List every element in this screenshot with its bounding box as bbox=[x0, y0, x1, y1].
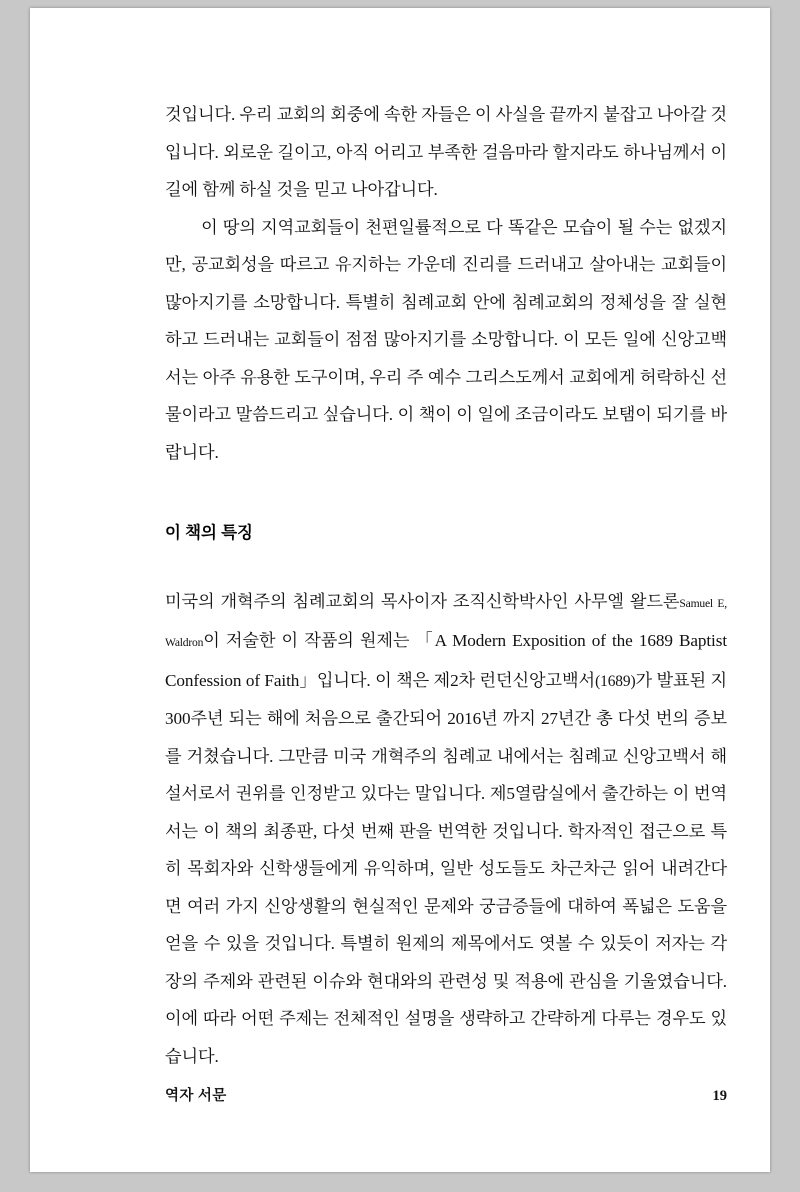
publication-year: (1689) bbox=[595, 672, 636, 690]
page-number: 19 bbox=[712, 1088, 727, 1104]
section-heading: 이 책의 특징 bbox=[165, 523, 253, 542]
para3-segment-c: 가 발표된 지 300주년 되는 해에 처음으로 출간되어 2016년 까지 27년간 총 다섯 번의 증보를 거쳤습니다. 그만큼 미국 개혁주의 침례교 내에서는 침례교 신앙고백서 해설서로서 권위를 인정받고 있다는 말입니다. 제5열람실에서 출간하는 이 번역서는 이 책의 최종판, 다섯 번째 판을 번역한 것입니다. 학자적인 접근으로 특히 목회자와 신학생들에게 유익하며, 일반 성도들도 차근차근 읽어 내려간다면 여러 가지 신앙생활의 현실적인 문제와 궁금증들에 대하여 폭넓은 도움을 얻을 수 있을 것입니다. 특별히 원제의 제목에서도 엿볼 수 있듯이 저자는 각 장의 주제와 관련된 이슈와 현대와의 관련성 및 적용에 관심을 기울였습니다. 이에 따라 어떤 주제는 전체적인 설명을 생략하고 간략하게 다루는 경우도 있습니다. bbox=[165, 670, 727, 1066]
spacer-after-heading bbox=[165, 543, 727, 583]
author-original-name: Samuel E, Waldron bbox=[165, 596, 727, 650]
paragraph-continuation: 것입니다. 우리 교회의 회중에 속한 자들은 이 사실을 끝까지 붙잡고 나아갈 것입니다. 외로운 길이고, 아직 어리고 부족한 걸음마라 할지라도 하나님께서 이 길에 함께 하실 것을 믿고 나아갑니다. bbox=[165, 105, 727, 199]
paragraph-hope: 이 땅의 지역교회들이 천편일률적으로 다 똑같은 모습이 될 수는 없겠지만, 공교회성을 따르고 유지하는 가운데 진리를 드러내고 살아내는 교회들이 많아지기를 소망합니다. 특별히 침례교회 안에 침례교회의 정체성을 잘 실현하고 드러내는 교회들이 점점 많아지기를 소망합니다. 이 모든 일에 신앙고백서는 아주 유용한 도구이며, 우리 주 예수 그리스도께서 교회에게 허락하신 선물이라고 말씀드리고 싶습니다. 이 책이 이 일에 조금이라도 보탬이 되기를 바랍니다. bbox=[165, 217, 727, 462]
page-footer bbox=[165, 1084, 727, 1105]
running-head: 역자 서문 bbox=[165, 1088, 227, 1104]
spacer-before-heading bbox=[165, 471, 727, 523]
paragraph-book-features bbox=[165, 583, 727, 1076]
para3-segment-a: 미국의 개혁주의 침례교회의 목사이자 조직신학박사인 사무엘 왈드론 bbox=[165, 591, 680, 611]
book-page bbox=[30, 8, 770, 1172]
page-content bbox=[165, 96, 727, 1075]
para3-segment-b: 이 저술한 이 작품의 원제는 「A Modern Exposition of the 1689 Baptist Confession of Faith」입니다. 이 책은 제2차 런던신앙고백서 bbox=[165, 631, 727, 690]
